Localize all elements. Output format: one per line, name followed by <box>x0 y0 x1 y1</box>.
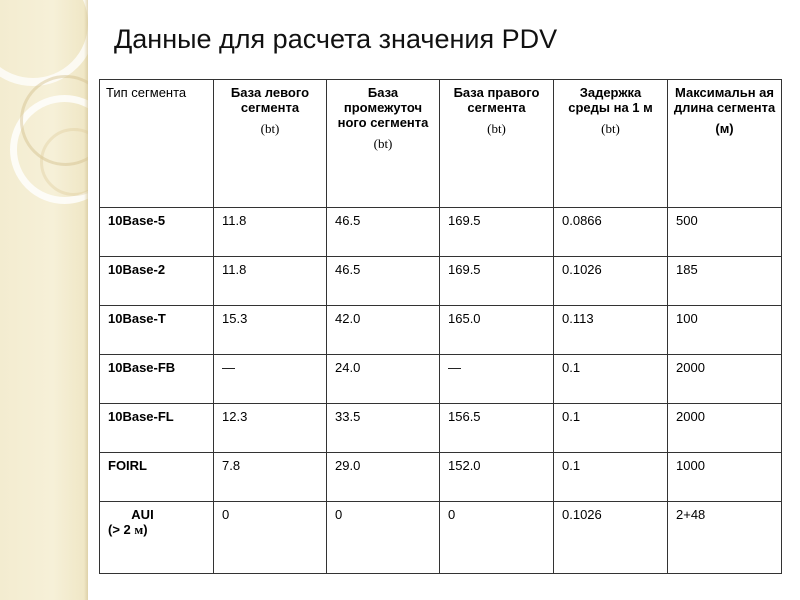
cell-segment: 10Base-5 <box>100 208 214 257</box>
cell-left: 0 <box>214 502 327 574</box>
cell-segment: 10Base-T <box>100 306 214 355</box>
table-row <box>100 257 782 306</box>
cell-right: 0 <box>440 502 554 574</box>
pdv-data-table <box>99 79 782 574</box>
cell-max-length: 2000 <box>668 355 782 404</box>
header-max-length <box>668 80 782 208</box>
cell-right: 169.5 <box>440 208 554 257</box>
cell-left: — <box>214 355 327 404</box>
aui-note-prefix: (> 2 <box>108 522 135 537</box>
cell-delay: 0.1 <box>554 404 668 453</box>
header-unit: (bt) <box>373 136 393 151</box>
cell-middle: 29.0 <box>327 453 440 502</box>
cell-segment: 10Base-FL <box>100 404 214 453</box>
header-label: База правого сегмента <box>453 85 540 115</box>
cell-segment: 10Base-2 <box>100 257 214 306</box>
cell-segment: 10Base-FB <box>100 355 214 404</box>
cell-left: 11.8 <box>214 257 327 306</box>
header-unit: (bt) <box>260 121 280 136</box>
table-row <box>100 208 782 257</box>
table-header-row <box>100 80 782 208</box>
cell-left: 7.8 <box>214 453 327 502</box>
cell-middle: 42.0 <box>327 306 440 355</box>
cell-segment-aui <box>100 502 214 574</box>
header-left-base <box>214 80 327 208</box>
header-label: Задержка среды на 1 м <box>568 85 653 115</box>
cell-delay: 0.0866 <box>554 208 668 257</box>
cell-max-length: 1000 <box>668 453 782 502</box>
cell-right: 152.0 <box>440 453 554 502</box>
aui-note-unit: м <box>134 522 144 537</box>
header-label: Максимальн ая длина сегмента <box>673 85 776 115</box>
cell-delay: 0.1 <box>554 355 668 404</box>
table-row <box>100 355 782 404</box>
cell-right: 156.5 <box>440 404 554 453</box>
cell-middle: 46.5 <box>327 208 440 257</box>
cell-left: 15.3 <box>214 306 327 355</box>
cell-left: 11.8 <box>214 208 327 257</box>
cell-delay: 0.1026 <box>554 502 668 574</box>
table-row <box>100 453 782 502</box>
cell-left: 12.3 <box>214 404 327 453</box>
cell-max-length: 2000 <box>668 404 782 453</box>
header-unit: (bt) <box>487 121 506 136</box>
decorative-side-strip <box>0 0 88 600</box>
table-row <box>100 404 782 453</box>
aui-name: AUI <box>131 507 154 522</box>
header-right-base <box>440 80 554 208</box>
cell-segment: FOIRL <box>100 453 214 502</box>
cell-middle: 0 <box>327 502 440 574</box>
cell-delay: 0.113 <box>554 306 668 355</box>
cell-right: 165.0 <box>440 306 554 355</box>
header-middle-base <box>327 80 440 208</box>
header-label: База промежуточ ного сегмента <box>337 85 429 130</box>
decorative-ring <box>0 0 88 86</box>
cell-max-length: 100 <box>668 306 782 355</box>
cell-max-length: 2+48 <box>668 502 782 574</box>
cell-right: — <box>440 355 554 404</box>
cell-max-length: 185 <box>668 257 782 306</box>
cell-middle: 46.5 <box>327 257 440 306</box>
cell-middle: 24.0 <box>327 355 440 404</box>
table-row <box>100 306 782 355</box>
cell-right: 169.5 <box>440 257 554 306</box>
cell-delay: 0.1026 <box>554 257 668 306</box>
header-label: База левого сегмента <box>230 85 310 115</box>
aui-note-suffix: ) <box>143 522 148 537</box>
cell-delay: 0.1 <box>554 453 668 502</box>
header-unit: (bt) <box>601 121 620 136</box>
slide-title: Данные для расчета значения PDV <box>114 24 558 54</box>
cell-middle: 33.5 <box>327 404 440 453</box>
header-unit: (м) <box>715 121 734 136</box>
header-segment-type <box>100 80 214 208</box>
header-delay <box>554 80 668 208</box>
table-row <box>100 502 782 574</box>
cell-max-length: 500 <box>668 208 782 257</box>
header-label: Тип сегмента <box>106 85 187 100</box>
strip-shadow <box>84 0 88 600</box>
